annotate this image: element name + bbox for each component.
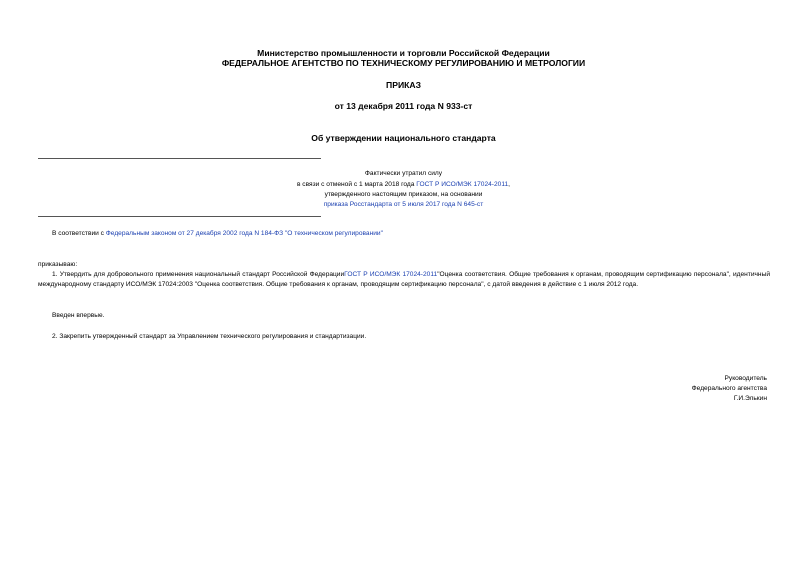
status-line-4 xyxy=(0,201,807,209)
item-1-text: 1. Утвердить для добровольного применения национальный стандарт Российской Федерации xyxy=(52,271,345,278)
agency-name: ФЕДЕРАЛЬНОЕ АГЕНТСТВО ПО ТЕХНИЧЕСКОМУ РЕГУЛИРОВАНИЮ И МЕТРОЛОГИИ xyxy=(221,58,586,68)
item-1-paragraph xyxy=(38,270,770,289)
item-2-paragraph: 2. Закрепить утвержденный стандарт за Управлением технического регулирования и стандартизации. xyxy=(52,333,367,340)
preamble-text: В соответствии с xyxy=(52,230,106,237)
order-word: приказываю: xyxy=(38,261,78,268)
signatory-name: Г.И.Элькин xyxy=(733,395,767,402)
item-1-details: "Оценка соответствия. Общие требования к органам, проводящим сертификацию персонала", идентичный международному стандарту ИСО/МЭК 17024:2003 "Оценка соответствия. Общие требования к органам, проводящим сертификацию персонала", с датой введения в действие с 1 июля 2012 года. xyxy=(38,271,770,288)
preamble-paragraph xyxy=(52,229,383,239)
status-line-1: Фактически утратил силу xyxy=(364,170,443,177)
signatory-position-1: Руководитель xyxy=(724,375,767,382)
federal-law-link[interactable]: Федеральным законом от 27 декабря 2002 года N 184-ФЗ "О техническом регулировании" xyxy=(105,230,383,237)
introduced-note: Введен впервые. xyxy=(52,312,105,319)
status-line-2-text: в связи с отменой с 1 марта 2018 года xyxy=(296,181,417,188)
status-divider-top xyxy=(38,158,321,159)
status-line-2-punct: , xyxy=(508,181,511,188)
gost-standard-link[interactable]: ГОСТ Р ИСО/МЭК 17024-2011 xyxy=(416,181,509,188)
document-type: ПРИКАЗ xyxy=(386,80,421,90)
ministry-name: Министерство промышленности и торговли Российской Федерации xyxy=(257,48,550,58)
document-subject: Об утверждении национального стандарта xyxy=(311,133,496,143)
status-line-3: утвержденного настоящим приказом, на основании xyxy=(324,191,483,198)
status-divider-bottom xyxy=(38,216,321,217)
item-1-gost-link[interactable]: ГОСТ Р ИСО/МЭК 17024-2011 xyxy=(344,271,438,278)
document-date-number: от 13 декабря 2011 года N 933-ст xyxy=(334,101,473,111)
rosstandart-order-link[interactable]: приказа Росстандарта от 5 июля 2017 года N 645-ст xyxy=(323,201,484,208)
status-line-2 xyxy=(0,181,807,189)
signatory-position-2: Федерального агентства xyxy=(691,385,767,392)
